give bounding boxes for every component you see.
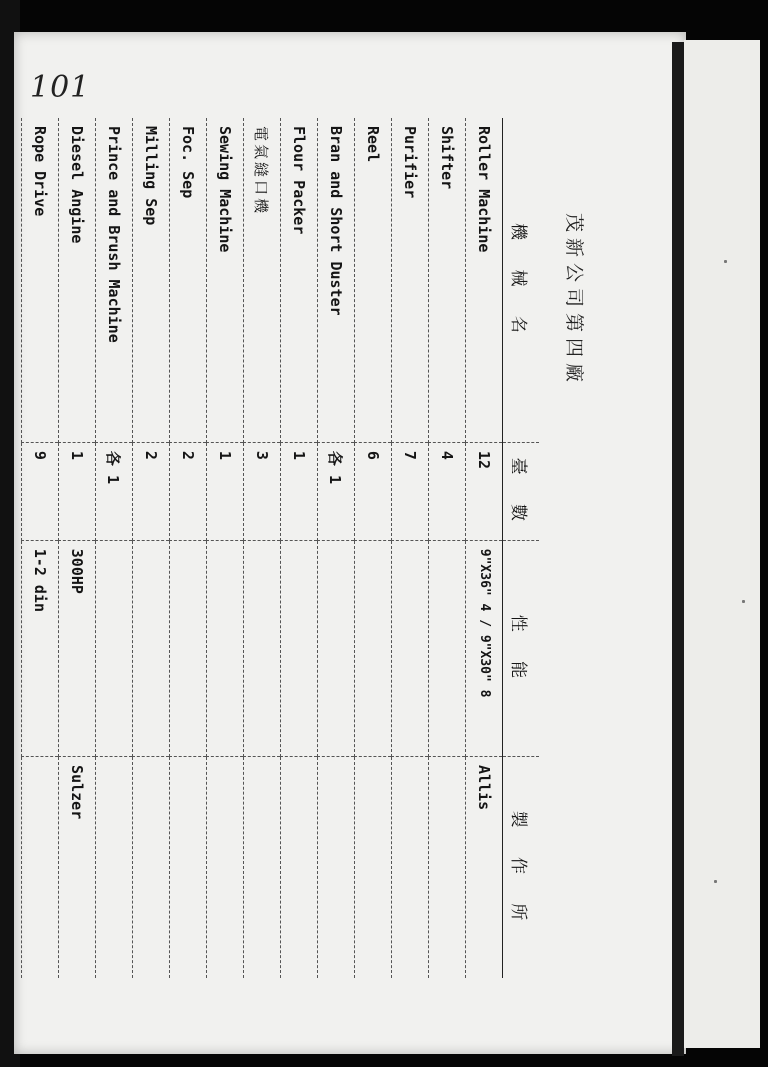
cell-name: Sewing Machine (207, 118, 244, 442)
cell-perf (96, 540, 133, 756)
cell-qty: 各 1 (96, 442, 133, 540)
table-row (96, 118, 133, 978)
cell-perf (170, 540, 207, 756)
table-row (207, 118, 244, 978)
cell-name: Milling Sep (133, 118, 170, 442)
cell-maker (355, 757, 392, 978)
cell-perf (207, 540, 244, 756)
cell-name: Prince and Brush Machine (96, 118, 133, 442)
cell-perf (318, 540, 355, 756)
cell-name: Reel (355, 118, 392, 442)
cell-perf: 1-2 din (22, 540, 59, 756)
cell-qty: 2 (133, 442, 170, 540)
cell-maker: Sulzer (59, 757, 96, 978)
table-row (392, 118, 429, 978)
cell-perf: 300HP (59, 540, 96, 756)
cell-name: Purifier (392, 118, 429, 442)
scan-speck (714, 880, 717, 883)
cell-name: Bran and Short Duster (318, 118, 355, 442)
cell-maker (170, 757, 207, 978)
cell-qty: 1 (281, 442, 318, 540)
cell-name: Flour Packer (281, 118, 318, 442)
equipment-table (21, 118, 539, 978)
table-row (318, 118, 355, 978)
cell-qty: 2 (170, 442, 207, 540)
cell-qty: 6 (355, 442, 392, 540)
cell-maker (392, 757, 429, 978)
cell-qty: 各 1 (318, 442, 355, 540)
cell-maker (133, 757, 170, 978)
cell-maker (281, 757, 318, 978)
cell-perf (244, 540, 281, 756)
table-row (170, 118, 207, 978)
cell-qty: 7 (392, 442, 429, 540)
rotated-sheet (31, 118, 597, 978)
table-row (133, 118, 170, 978)
cell-perf (281, 540, 318, 756)
cell-qty: 12 (466, 442, 503, 540)
adjacent-page-edge (684, 40, 760, 1048)
cell-name: Rope Drive (22, 118, 59, 442)
cell-maker (207, 757, 244, 978)
table-row (429, 118, 466, 978)
cell-perf (133, 540, 170, 756)
cell-maker (429, 757, 466, 978)
header-performance: 性 能 (503, 540, 540, 756)
table-row (59, 118, 96, 978)
scan-speck (742, 600, 745, 603)
cell-perf (392, 540, 429, 756)
table-header-row (503, 118, 540, 978)
cell-perf (429, 540, 466, 756)
page-number: 101 (30, 70, 91, 105)
header-quantity: 臺 數 (503, 442, 540, 540)
cell-maker (318, 757, 355, 978)
header-machine-name: 機 械 名 (503, 118, 540, 442)
table-row (355, 118, 392, 978)
cell-maker (244, 757, 281, 978)
cell-qty: 1 (59, 442, 96, 540)
table-row (22, 118, 59, 978)
cell-maker: Allis (466, 757, 503, 978)
cell-qty: 3 (244, 442, 281, 540)
company-title: 茂新公司第四廠 (563, 213, 585, 389)
cell-name: Foc. Sep (170, 118, 207, 442)
cell-qty: 4 (429, 442, 466, 540)
cell-perf (355, 540, 392, 756)
table-row (244, 118, 281, 978)
cell-maker (96, 757, 133, 978)
cell-qty: 1 (207, 442, 244, 540)
cell-name: Roller Machine (466, 118, 503, 442)
cell-qty: 9 (22, 442, 59, 540)
header-maker: 製 作 所 (503, 757, 540, 978)
cell-name: Diesel Angine (59, 118, 96, 442)
cell-name: 電氣縫口機 (244, 118, 281, 442)
book-binding (672, 42, 684, 1056)
cell-maker (22, 757, 59, 978)
table-row (466, 118, 503, 978)
cell-perf: 9"X36" 4 / 9"X30" 8 (466, 540, 503, 756)
scan-speck (724, 260, 727, 263)
cell-name: Shifter (429, 118, 466, 442)
table-row (281, 118, 318, 978)
